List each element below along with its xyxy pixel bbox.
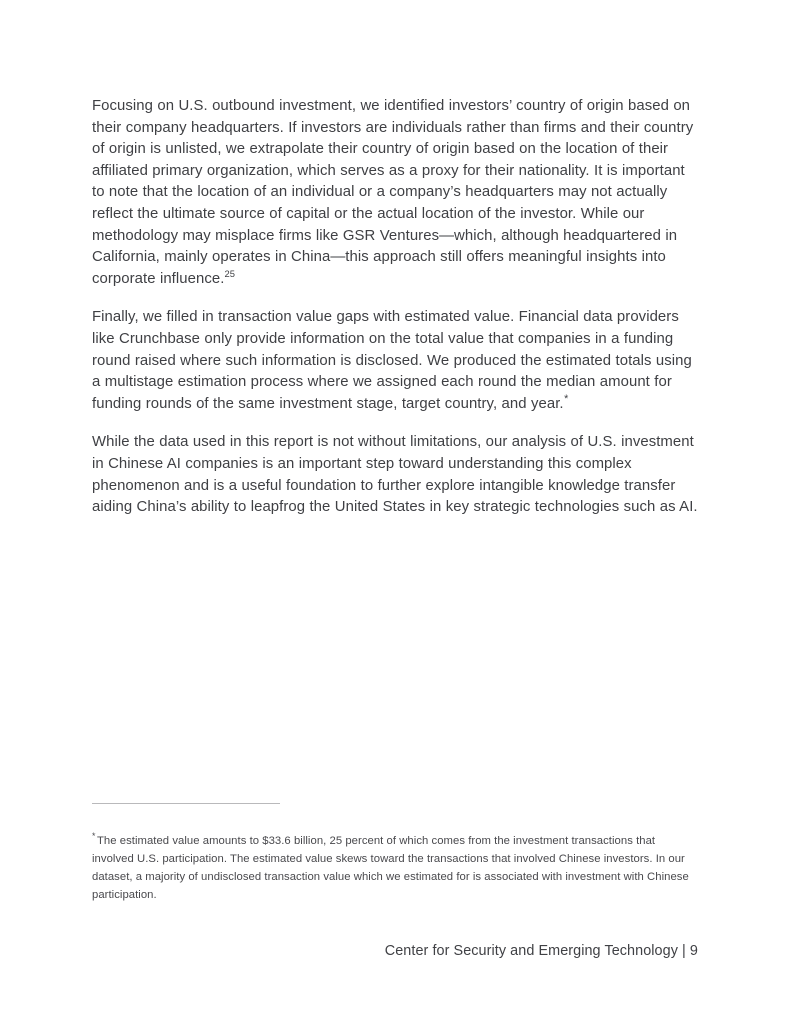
footnote-region: [92, 803, 698, 904]
main-text-column: [92, 96, 698, 519]
paragraph-methodology-origin: [92, 96, 698, 290]
footnote-marker-asterisk: *: [92, 831, 96, 842]
footnote-separator-rule: [92, 803, 280, 804]
footnote-reference-asterisk[interactable]: *: [564, 392, 569, 405]
page-footer: [92, 941, 698, 961]
footnote-reference-25[interactable]: 25: [224, 268, 236, 279]
paragraph-estimated-value: [92, 307, 698, 415]
paragraph-text: Finally, we filled in transaction value gaps with estimated value. Financial data providers like Crunchbase only provide information on the total value that companies in a funding round raised where such information is disclosed. We produced the estimated totals using a multistage estimation process where we assigned each round the median amount for funding rounds of the same investment stage, target country, and year.: [92, 309, 692, 412]
paragraph-text: Focusing on U.S. outbound investment, we identified investors’ country of origin based on their company headquarters. If investors are individuals rather than firms and their country of origin is unlisted, we extrapolate their country of origin based on the location of their affiliated primary organization, which serves as a proxy for their nationality. It is important to note that the location of an individual or a company’s headquarters may not actually reflect the ultimate source of capital or the actual location of the investor. While our methodology may misplace firms like GSR Ventures—which, although headquartered in California, mainly operates in China—this approach still offers meaningful insights into corporate influence.: [92, 98, 694, 287]
paragraph-conclusion-limitations: [92, 432, 698, 518]
page-footer-text: Center for Security and Emerging Technology | 9: [384, 943, 698, 959]
footnote-entry: [92, 832, 698, 904]
paragraph-text: While the data used in this report is not without limitations, our analysis of U.S. investment in Chinese AI companies is an important step toward understanding this complex phenomenon and is a useful foundation to further explore intangible knowledge transfer aiding China’s ability to leapfrog the United States in key strategic technologies such as AI.: [92, 434, 698, 516]
footnote-text: The estimated value amounts to $33.6 billion, 25 percent of which comes from the investment transactions that involved U.S. participation. The estimated value skews toward the transactions that involved Chinese investors. In our dataset, a majority of undisclosed transaction value which we estimated for is associated with investment with Chinese participation.: [92, 835, 689, 902]
